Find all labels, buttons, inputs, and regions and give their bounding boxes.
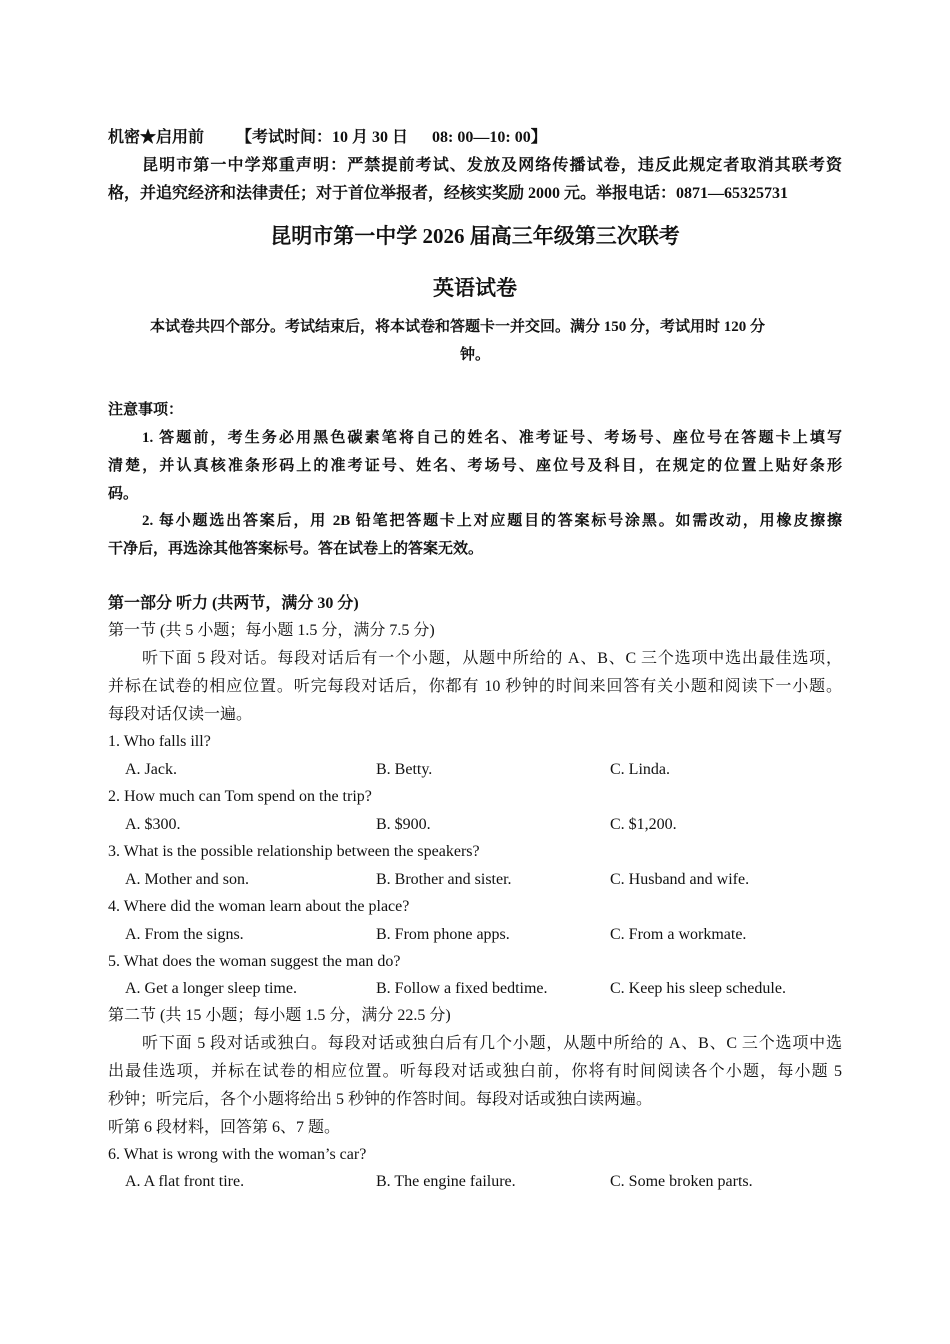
material-6-label: 听第 6 段材料，回答第 6、7 题。	[108, 1119, 341, 1136]
q2-option-c: C. $1,200.	[610, 816, 677, 833]
question-3: 3. What is the possible relationship between the speakers?	[108, 843, 480, 860]
statement-line-2: 格，并追究经济和法律责任；对于首位举报者，经核实奖励 2000 元。举报电话：0871—65325731	[108, 185, 789, 202]
exam-time: 【考试时间：10 月 30 日	[236, 129, 409, 146]
q6-option-c: C. Some broken parts.	[610, 1173, 753, 1190]
q3-option-c: C. Husband and wife.	[610, 871, 750, 888]
note-1-line-3: 码。	[108, 486, 139, 502]
q3-option-a: A. Mother and son.	[125, 871, 249, 888]
q4-option-c: C. From a workmate.	[610, 926, 747, 943]
q5-option-b: B. Follow a fixed bedtime.	[376, 980, 548, 997]
question-2: 2. How much can Tom spend on the trip?	[108, 788, 372, 805]
note-2-line-2: 干净后，再选涂其他答案标号。答在试卷上的答案无效。	[108, 541, 484, 557]
intro-line-1: 本试卷共四个部分。考试结束后，将本试卷和答题卡一并交回。满分 150 分，考试用时 120 分	[150, 319, 766, 335]
note-2-line-1: 2. 每小题选出答案后，用 2B 铅笔把答题卡上对应题目的答案标号涂黑。如需改动，用橡皮擦擦	[142, 513, 842, 529]
intro-line-2: 钟。	[459, 347, 490, 363]
exam-title: 昆明市第一中学 2026 届高三年级第三次联考	[270, 224, 680, 248]
q6-option-b: B. The engine failure.	[376, 1173, 516, 1190]
confidential-label: 机密★启用前	[108, 129, 205, 146]
statement-line-1: 昆明市第一中学郑重声明：严禁提前考试、发放及网络传播试卷，违反此规定者取消其联考资	[142, 157, 842, 174]
exam-hours: 08: 00—10: 00】	[432, 129, 547, 146]
q6-option-a: A. A flat front tire.	[125, 1173, 245, 1190]
q1-option-a: A. Jack.	[125, 761, 177, 778]
q2-option-b: B. $900.	[376, 816, 431, 833]
q2-option-a: A. $300.	[125, 816, 181, 833]
note-1-line-2: 清楚，并认真核准条形码上的准考证号、姓名、考场号、座位号及科目，在规定的位置上贴好条形	[108, 458, 842, 474]
section2-instr-line-2: 出最佳选项，并标在试卷的相应位置。听每段对话或独白前，你将有时间阅读各个小题，每小题 5	[108, 1063, 842, 1080]
q5-option-a: A. Get a longer sleep time.	[125, 980, 297, 997]
section1-instr-line-2: 并标在试卷的相应位置。听完每段对话后，你都有 10 秒钟的时间来回答有关小题和阅读下一小题。	[108, 678, 842, 695]
notes-heading: 注意事项：	[108, 402, 184, 418]
q1-option-b: B. Betty.	[376, 761, 433, 778]
subject-title: 英语试卷	[433, 276, 517, 300]
q4-option-b: B. From phone apps.	[376, 926, 510, 943]
q1-option-c: C. Linda.	[610, 761, 670, 778]
section2-instr-line-3: 秒钟；听完后，各个小题将给出 5 秒钟的作答时间。每段对话或独白读两遍。	[108, 1091, 653, 1108]
question-1: 1. Who falls ill?	[108, 733, 211, 750]
question-4: 4. Where did the woman learn about the place?	[108, 898, 410, 915]
q5-option-c: C. Keep his sleep schedule.	[610, 980, 786, 997]
part1-heading: 第一部分 听力 (共两节，满分 30 分)	[108, 595, 359, 612]
q3-option-b: B. Brother and sister.	[376, 871, 512, 888]
section1-instr-line-1: 听下面 5 段对话。每段对话后有一个小题，从题中所给的 A、B、C 三个选项中选出最佳选项，	[142, 650, 842, 667]
question-5: 5. What does the woman suggest the man do?	[108, 953, 401, 970]
section1-instr-line-3: 每段对话仅读一遍。	[108, 706, 253, 723]
section2-instr-line-1: 听下面 5 段对话或独白。每段对话或独白后有几个小题，从题中所给的 A、B、C 三个选项中选	[142, 1035, 842, 1052]
note-1-line-1: 1. 答题前，考生务必用黑色碳素笔将自己的姓名、准考证号、考场号、座位号在答题卡上填写	[142, 430, 842, 446]
question-6: 6. What is wrong with the woman’s car?	[108, 1146, 367, 1163]
confidential-header	[108, 128, 547, 148]
section2-heading: 第二节 (共 15 小题；每小题 1.5 分，满分 22.5 分)	[108, 1007, 451, 1024]
section1-heading: 第一节 (共 5 小题；每小题 1.5 分，满分 7.5 分)	[108, 622, 435, 639]
q4-option-a: A. From the signs.	[125, 926, 244, 943]
